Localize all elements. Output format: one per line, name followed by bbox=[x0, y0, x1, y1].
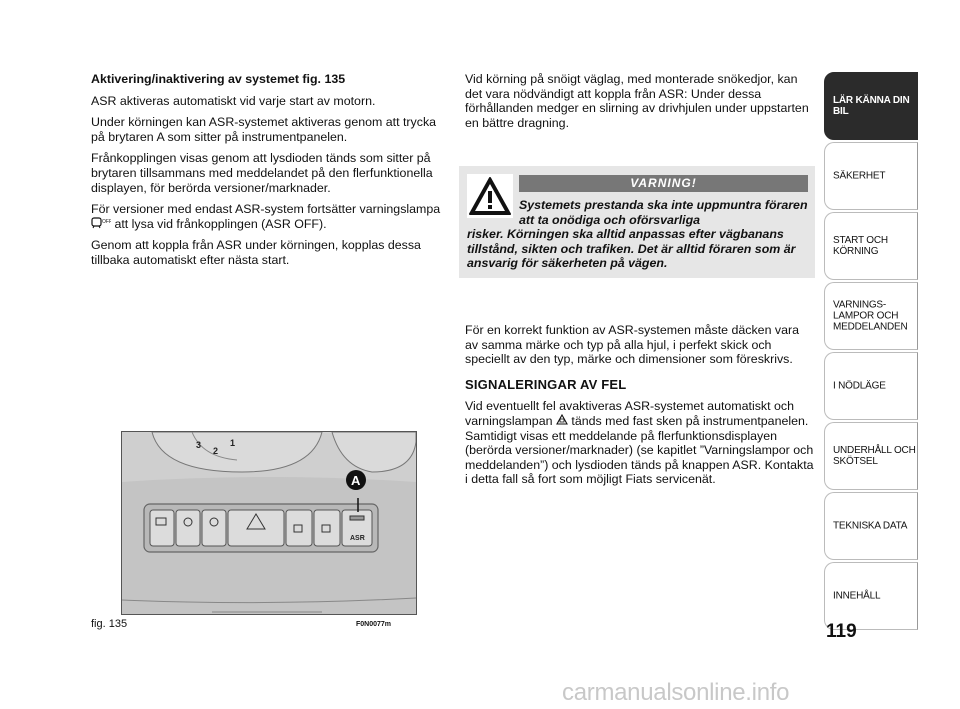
paragraph-faults bbox=[465, 399, 815, 487]
tab-tekniska-data[interactable]: TEKNISKA DATA bbox=[824, 492, 918, 560]
dashboard-illustration bbox=[122, 432, 416, 614]
paragraph-text: För versioner med endast ASR-system fortsätter varningslampa bbox=[91, 202, 441, 217]
tab-underhall[interactable]: UNDERHÅLL OCH SKÖTSEL bbox=[824, 422, 918, 490]
gear-label: 1 bbox=[230, 438, 236, 448]
chapter-tabs bbox=[824, 72, 918, 632]
left-column bbox=[91, 72, 443, 275]
paragraph: För en korrekt funktion av ASR-systemen måste däcken vara av samma märke och typ på alla hjul, i perfekt skick och speciellt av den typ, märke och dimensioner som föreskrivs. bbox=[465, 323, 800, 367]
paragraph: ASR aktiveras automatiskt vid varje start av motorn. bbox=[91, 93, 376, 108]
right-column-intro bbox=[465, 72, 815, 137]
warning-label: VARNING! bbox=[519, 175, 808, 192]
paragraph: Frånkopplingen visas genom att lysdioden tänds som sitter på brytaren tillsammans med meddelandet på den flerfunktionella displayen, för berörda versioner/marknader. bbox=[91, 151, 433, 195]
tab-varningslampor[interactable]: VARNINGS-LAMPOR OCH MEDDELANDEN bbox=[824, 282, 918, 350]
tab-i-nodlage[interactable]: I NÖDLÄGE bbox=[824, 352, 918, 420]
watermark: carmanualsonline.info bbox=[562, 679, 790, 706]
paragraph: Under körningen kan ASR-systemet aktiveras genom att trycka på brytaren A som sitter på instrumentpanelen. bbox=[91, 115, 437, 144]
figure-caption: fig. 135 bbox=[91, 618, 128, 630]
tab-start-och-korning[interactable]: START OCH KÖRNING bbox=[824, 212, 918, 280]
paragraph-text: tänds med fast sken på instrumentpanelen. Samtidigt visas ett meddelande på flerfunktionsdisplayen (berörda versioner/marknader) (se kapitlet ”Varningslampor och meddelanden”) och lysdioden tänds på knappen ASR. Kontakta i detta fall så fort som möjligt Fiats servicenät. bbox=[465, 413, 814, 487]
gear-label: 3 bbox=[196, 440, 202, 450]
paragraph: Genom att koppla från ASR under körningen, kopplas dessa tillbaka automatiskt efter nästa start. bbox=[91, 238, 421, 267]
svg-text:OFF: OFF bbox=[102, 218, 111, 225]
section-heading-faults: SIGNALERINGAR AV FEL bbox=[465, 376, 627, 392]
figure-asr-switch bbox=[121, 431, 417, 615]
warning-text-first: Systemets prestanda ska inte uppmuntra föraren att ta onödiga och oförsvarliga bbox=[519, 198, 808, 227]
tab-lar-kanna-din-bil[interactable]: LÄR KÄNNA DIN BIL bbox=[824, 72, 918, 140]
asr-button-label: ASR bbox=[350, 535, 365, 542]
callout-a: A bbox=[351, 473, 361, 488]
paragraph-asr-off bbox=[91, 202, 443, 231]
paragraph-text: Vid eventuellt fel avaktiveras ASR-systemet automatiskt och varningslampan bbox=[465, 399, 794, 428]
page-number: 119 bbox=[826, 621, 857, 642]
warning-text bbox=[467, 198, 809, 271]
asr-fault-warning-icon bbox=[556, 414, 568, 426]
right-column-body bbox=[465, 323, 815, 494]
figure-code: F0N0077m bbox=[356, 621, 392, 628]
paragraph-text: att lysa vid frånkopplingen (ASR OFF). bbox=[114, 216, 327, 231]
asr-off-warning-icon bbox=[91, 217, 111, 229]
warning-box bbox=[459, 166, 815, 278]
tab-sakerhet[interactable]: SÄKERHET bbox=[824, 142, 918, 210]
warning-text-rest: risker. Körningen ska alltid anpassas efter vägbanans tillstånd, sikten och trafiken. Det är alltid föraren som är ansvarig för säkerheten på vägen. bbox=[467, 227, 796, 271]
tab-innehall[interactable]: INNEHÅLL bbox=[824, 562, 918, 630]
paragraph: Vid körning på snöigt väglag, med monterade snökedjor, kan det vara nödvändigt att koppla från ASR: Under dessa förhållanden medger en slirning av drivhjulen under uppstarten en bättre dragning. bbox=[465, 72, 809, 130]
gear-label: 2 bbox=[213, 446, 219, 456]
section-heading-activation: Aktivering/inaktivering av systemet fig. 135 bbox=[91, 72, 346, 86]
